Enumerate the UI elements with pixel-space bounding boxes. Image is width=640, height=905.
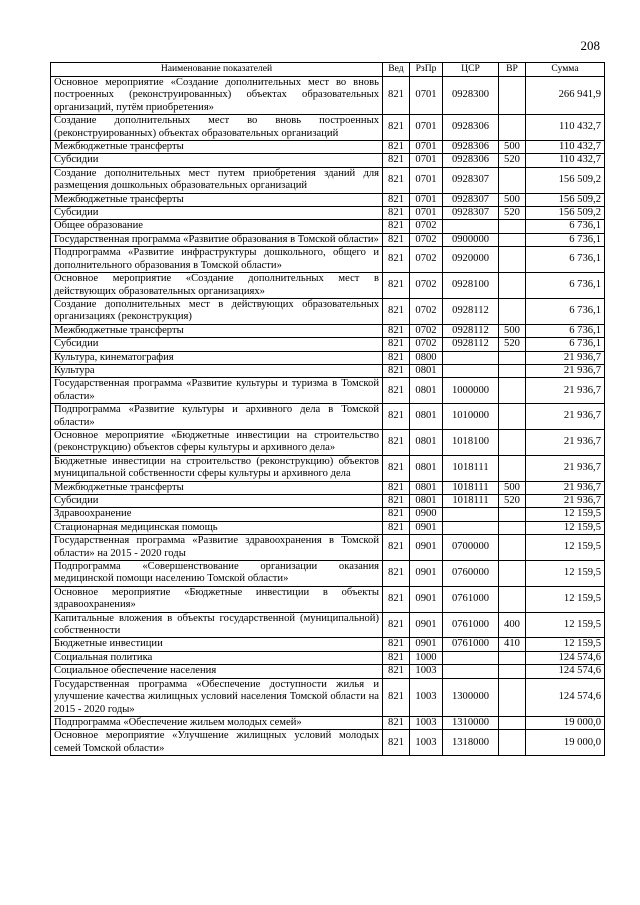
cell-ved: 821 — [383, 638, 410, 651]
cell-vr — [499, 273, 526, 299]
cell-name: Межбюджетные трансферты — [51, 481, 383, 494]
cell-csr: 0760000 — [443, 561, 499, 587]
cell-ved: 821 — [383, 364, 410, 377]
cell-name: Субсидии — [51, 207, 383, 220]
cell-name: Создание дополнительных мест во вновь построенных (реконструированных) объектах образовательных организаций — [51, 115, 383, 141]
table-row — [51, 298, 605, 324]
cell-sum: 6 736,1 — [526, 298, 605, 324]
table-row — [51, 404, 605, 430]
cell-csr: 0928300 — [443, 77, 499, 115]
cell-vr: 520 — [499, 338, 526, 351]
cell-sum: 6 736,1 — [526, 233, 605, 246]
cell-sum: 110 432,7 — [526, 115, 605, 141]
cell-csr: 0761000 — [443, 586, 499, 612]
cell-csr: 0700000 — [443, 535, 499, 561]
budget-table — [50, 62, 605, 756]
cell-vr — [499, 665, 526, 678]
cell-vr: 500 — [499, 193, 526, 206]
cell-vr: 500 — [499, 481, 526, 494]
cell-vr — [499, 678, 526, 716]
cell-sum: 12 159,5 — [526, 612, 605, 638]
header-ved: Вед — [383, 63, 410, 77]
cell-csr: 0928306 — [443, 154, 499, 167]
table-row — [51, 378, 605, 404]
cell-name: Стационарная медицинская помощь — [51, 521, 383, 534]
cell-name: Подпрограмма «Развитие культуры и архивного дела в Томской области» — [51, 404, 383, 430]
table-row — [51, 233, 605, 246]
table-row — [51, 167, 605, 193]
cell-rzpr: 0701 — [410, 77, 443, 115]
table-row — [51, 678, 605, 716]
cell-name: Создание дополнительных мест путем приобретения зданий для размещения дошкольных образовательных организаций — [51, 167, 383, 193]
table-row — [51, 521, 605, 534]
cell-vr: 500 — [499, 324, 526, 337]
cell-ved: 821 — [383, 730, 410, 756]
cell-csr: 1010000 — [443, 404, 499, 430]
cell-vr: 520 — [499, 207, 526, 220]
cell-vr — [499, 233, 526, 246]
cell-vr — [499, 429, 526, 455]
table-row — [51, 364, 605, 377]
cell-vr — [499, 561, 526, 587]
cell-vr — [499, 730, 526, 756]
cell-csr: 0928307 — [443, 193, 499, 206]
cell-rzpr: 0801 — [410, 495, 443, 508]
cell-vr: 410 — [499, 638, 526, 651]
cell-ved: 821 — [383, 298, 410, 324]
cell-sum: 21 936,7 — [526, 404, 605, 430]
cell-ved: 821 — [383, 495, 410, 508]
cell-sum: 124 574,6 — [526, 651, 605, 664]
cell-ved: 821 — [383, 220, 410, 233]
table-row — [51, 154, 605, 167]
cell-rzpr: 0801 — [410, 364, 443, 377]
cell-vr — [499, 77, 526, 115]
cell-rzpr: 0901 — [410, 586, 443, 612]
cell-sum: 156 509,2 — [526, 167, 605, 193]
cell-rzpr: 1003 — [410, 665, 443, 678]
cell-rzpr: 0702 — [410, 338, 443, 351]
cell-csr — [443, 364, 499, 377]
table-row — [51, 481, 605, 494]
cell-name: Государственная программа «Развитие здравоохранения в Томской области» на 2015 - 2020 годы — [51, 535, 383, 561]
cell-name: Бюджетные инвестиции — [51, 638, 383, 651]
cell-sum: 12 159,5 — [526, 638, 605, 651]
cell-csr — [443, 651, 499, 664]
cell-sum: 21 936,7 — [526, 378, 605, 404]
cell-rzpr: 0901 — [410, 612, 443, 638]
cell-ved: 821 — [383, 233, 410, 246]
table-row — [51, 141, 605, 154]
cell-ved: 821 — [383, 508, 410, 521]
table-row — [51, 730, 605, 756]
cell-csr: 1300000 — [443, 678, 499, 716]
cell-sum: 21 936,7 — [526, 495, 605, 508]
cell-sum: 6 736,1 — [526, 324, 605, 337]
cell-csr: 0928306 — [443, 115, 499, 141]
header-csr: ЦСР — [443, 63, 499, 77]
cell-rzpr: 0901 — [410, 561, 443, 587]
cell-vr: 500 — [499, 141, 526, 154]
table-row — [51, 429, 605, 455]
cell-csr: 1018100 — [443, 429, 499, 455]
cell-name: Подпрограмма «Совершенствование организации оказания медицинской помощи населению Томской области» — [51, 561, 383, 587]
cell-vr — [499, 167, 526, 193]
cell-ved: 821 — [383, 561, 410, 587]
cell-ved: 821 — [383, 115, 410, 141]
table-row — [51, 651, 605, 664]
table-row — [51, 716, 605, 729]
cell-rzpr: 0900 — [410, 508, 443, 521]
cell-sum: 12 159,5 — [526, 561, 605, 587]
table-row — [51, 324, 605, 337]
table-row — [51, 495, 605, 508]
cell-sum: 19 000,0 — [526, 730, 605, 756]
cell-rzpr: 0701 — [410, 207, 443, 220]
cell-name: Межбюджетные трансферты — [51, 193, 383, 206]
cell-ved: 821 — [383, 716, 410, 729]
cell-name: Субсидии — [51, 154, 383, 167]
cell-vr — [499, 364, 526, 377]
cell-ved: 821 — [383, 324, 410, 337]
cell-name: Субсидии — [51, 338, 383, 351]
cell-name: Культура — [51, 364, 383, 377]
cell-vr: 520 — [499, 154, 526, 167]
cell-ved: 821 — [383, 154, 410, 167]
cell-sum: 124 574,6 — [526, 665, 605, 678]
table-row — [51, 220, 605, 233]
cell-rzpr: 1003 — [410, 678, 443, 716]
cell-csr: 0928100 — [443, 273, 499, 299]
cell-rzpr: 0702 — [410, 220, 443, 233]
cell-ved: 821 — [383, 429, 410, 455]
cell-sum: 6 736,1 — [526, 273, 605, 299]
cell-vr — [499, 586, 526, 612]
cell-name: Культура, кинематография — [51, 351, 383, 364]
cell-name: Капитальные вложения в объекты государственной (муниципальной) собственности — [51, 612, 383, 638]
cell-name: Социальное обеспечение населения — [51, 665, 383, 678]
cell-csr: 0900000 — [443, 233, 499, 246]
cell-ved: 821 — [383, 338, 410, 351]
cell-rzpr: 0701 — [410, 167, 443, 193]
cell-name: Общее образование — [51, 220, 383, 233]
cell-sum: 12 159,5 — [526, 508, 605, 521]
table-row — [51, 247, 605, 273]
cell-ved: 821 — [383, 77, 410, 115]
cell-sum: 156 509,2 — [526, 207, 605, 220]
table-row — [51, 338, 605, 351]
cell-rzpr: 0702 — [410, 298, 443, 324]
table-row — [51, 193, 605, 206]
cell-sum: 21 936,7 — [526, 481, 605, 494]
cell-rzpr: 0702 — [410, 247, 443, 273]
cell-csr: 1018111 — [443, 455, 499, 481]
cell-ved: 821 — [383, 247, 410, 273]
cell-ved: 821 — [383, 351, 410, 364]
table-row — [51, 207, 605, 220]
cell-csr: 0920000 — [443, 247, 499, 273]
cell-csr: 1018111 — [443, 495, 499, 508]
cell-name: Основное мероприятие «Бюджетные инвестиции в объекты здравоохранения» — [51, 586, 383, 612]
cell-sum: 12 159,5 — [526, 586, 605, 612]
cell-name: Государственная программа «Развитие образования в Томской области» — [51, 233, 383, 246]
cell-rzpr: 0702 — [410, 324, 443, 337]
cell-vr — [499, 404, 526, 430]
cell-name: Бюджетные инвестиции на строительство (реконструкцию) объектов муниципальной собственности сферы культуры и архивного дела — [51, 455, 383, 481]
cell-ved: 821 — [383, 535, 410, 561]
cell-csr — [443, 351, 499, 364]
table-row — [51, 508, 605, 521]
cell-rzpr: 1000 — [410, 651, 443, 664]
cell-rzpr: 0701 — [410, 141, 443, 154]
header-name: Наименование показателей — [51, 63, 383, 77]
cell-name: Основное мероприятие «Создание дополнительных мест в действующих образовательных организациях» — [51, 273, 383, 299]
cell-vr — [499, 298, 526, 324]
cell-rzpr: 0901 — [410, 535, 443, 561]
cell-vr — [499, 378, 526, 404]
cell-csr: 0928307 — [443, 167, 499, 193]
cell-csr: 1310000 — [443, 716, 499, 729]
cell-ved: 821 — [383, 665, 410, 678]
page-number: 208 — [580, 38, 600, 53]
cell-rzpr: 0702 — [410, 273, 443, 299]
cell-name: Подпрограмма «Развитие инфраструктуры дошкольного, общего и дополнительного образования в Томской области» — [51, 247, 383, 273]
cell-name: Государственная программа «Развитие культуры и туризма в Томской области» — [51, 378, 383, 404]
table-row — [51, 638, 605, 651]
cell-vr — [499, 651, 526, 664]
cell-ved: 821 — [383, 378, 410, 404]
cell-vr — [499, 455, 526, 481]
cell-sum: 6 736,1 — [526, 247, 605, 273]
header-vr: ВР — [499, 63, 526, 77]
cell-ved: 821 — [383, 521, 410, 534]
cell-csr: 0928112 — [443, 338, 499, 351]
header-sum: Сумма — [526, 63, 605, 77]
cell-name: Подпрограмма «Обеспечение жильем молодых семей» — [51, 716, 383, 729]
cell-csr: 0761000 — [443, 612, 499, 638]
header-rzpr: РзПр — [410, 63, 443, 77]
cell-vr: 400 — [499, 612, 526, 638]
cell-rzpr: 0800 — [410, 351, 443, 364]
cell-ved: 821 — [383, 612, 410, 638]
cell-sum: 110 432,7 — [526, 154, 605, 167]
cell-ved: 821 — [383, 193, 410, 206]
cell-ved: 821 — [383, 273, 410, 299]
cell-ved: 821 — [383, 404, 410, 430]
cell-vr — [499, 115, 526, 141]
cell-ved: 821 — [383, 207, 410, 220]
cell-name: Государственная программа «Обеспечение доступности жилья и улучшение качества жилищных условий населения Томской области на 2015 - 2020 годы» — [51, 678, 383, 716]
cell-csr: 0928112 — [443, 298, 499, 324]
cell-sum: 19 000,0 — [526, 716, 605, 729]
table-row — [51, 665, 605, 678]
cell-rzpr: 0901 — [410, 521, 443, 534]
cell-csr: 0761000 — [443, 638, 499, 651]
table-row — [51, 273, 605, 299]
cell-ved: 821 — [383, 651, 410, 664]
table-row — [51, 455, 605, 481]
table-row — [51, 115, 605, 141]
cell-rzpr: 0801 — [410, 481, 443, 494]
cell-csr — [443, 508, 499, 521]
cell-rzpr: 0801 — [410, 404, 443, 430]
cell-ved: 821 — [383, 678, 410, 716]
cell-csr — [443, 665, 499, 678]
cell-sum: 110 432,7 — [526, 141, 605, 154]
cell-rzpr: 1003 — [410, 730, 443, 756]
cell-rzpr: 1003 — [410, 716, 443, 729]
cell-vr — [499, 716, 526, 729]
cell-vr — [499, 351, 526, 364]
cell-sum: 124 574,6 — [526, 678, 605, 716]
cell-csr: 0928307 — [443, 207, 499, 220]
cell-ved: 821 — [383, 141, 410, 154]
cell-rzpr: 0801 — [410, 429, 443, 455]
cell-sum: 6 736,1 — [526, 220, 605, 233]
cell-csr: 1000000 — [443, 378, 499, 404]
cell-name: Основное мероприятие «Улучшение жилищных условий молодых семей Томской области» — [51, 730, 383, 756]
cell-rzpr: 0702 — [410, 233, 443, 246]
cell-sum: 12 159,5 — [526, 521, 605, 534]
cell-sum: 21 936,7 — [526, 455, 605, 481]
table-header-row — [51, 63, 605, 77]
table-row — [51, 77, 605, 115]
table-row — [51, 561, 605, 587]
cell-sum: 266 941,9 — [526, 77, 605, 115]
cell-name: Здравоохранение — [51, 508, 383, 521]
cell-name: Основное мероприятие «Бюджетные инвестиции на строительство (реконструкцию) объектов сферы культуры и архивного дела» — [51, 429, 383, 455]
cell-sum: 156 509,2 — [526, 193, 605, 206]
cell-name: Межбюджетные трансферты — [51, 141, 383, 154]
cell-name: Основное мероприятие «Создание дополнительных мест во вновь построенных (реконструированных) объектах образовательных организаций, путём приобретения» — [51, 77, 383, 115]
cell-vr — [499, 220, 526, 233]
cell-vr — [499, 535, 526, 561]
cell-rzpr: 0801 — [410, 378, 443, 404]
cell-name: Межбюджетные трансферты — [51, 324, 383, 337]
cell-rzpr: 0701 — [410, 154, 443, 167]
cell-vr — [499, 521, 526, 534]
cell-ved: 821 — [383, 167, 410, 193]
cell-name: Создание дополнительных мест в действующих образовательных организациях (реконструкция) — [51, 298, 383, 324]
cell-csr: 1018111 — [443, 481, 499, 494]
cell-sum: 21 936,7 — [526, 351, 605, 364]
table-row — [51, 351, 605, 364]
cell-rzpr: 0701 — [410, 115, 443, 141]
cell-csr — [443, 521, 499, 534]
table-row — [51, 535, 605, 561]
cell-rzpr: 0701 — [410, 193, 443, 206]
cell-vr — [499, 247, 526, 273]
cell-csr: 0928306 — [443, 141, 499, 154]
cell-ved: 821 — [383, 481, 410, 494]
cell-name: Субсидии — [51, 495, 383, 508]
cell-rzpr: 0801 — [410, 455, 443, 481]
table-row — [51, 612, 605, 638]
cell-vr: 520 — [499, 495, 526, 508]
cell-sum: 12 159,5 — [526, 535, 605, 561]
cell-ved: 821 — [383, 586, 410, 612]
cell-sum: 21 936,7 — [526, 429, 605, 455]
cell-csr: 1318000 — [443, 730, 499, 756]
cell-csr: 0928112 — [443, 324, 499, 337]
cell-sum: 6 736,1 — [526, 338, 605, 351]
table-row — [51, 586, 605, 612]
cell-ved: 821 — [383, 455, 410, 481]
cell-name: Социальная политика — [51, 651, 383, 664]
cell-vr — [499, 508, 526, 521]
cell-sum: 21 936,7 — [526, 364, 605, 377]
cell-rzpr: 0901 — [410, 638, 443, 651]
cell-csr — [443, 220, 499, 233]
